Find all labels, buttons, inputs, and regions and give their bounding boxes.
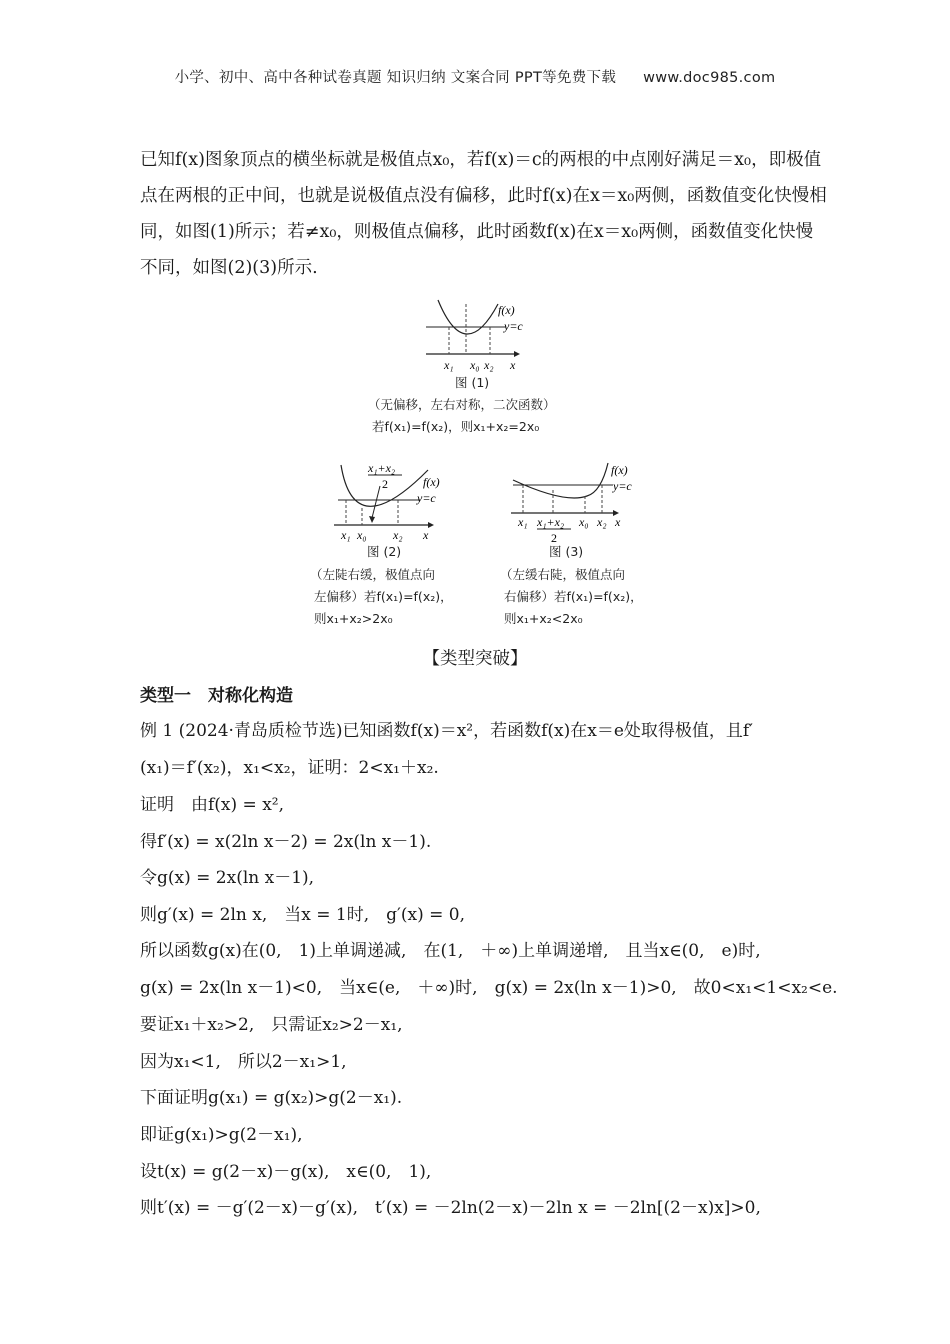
figure-2-note1: （左陡右缓，极值点向 — [310, 567, 436, 582]
label-x1: x₁ — [444, 358, 454, 372]
figure-3-note3: 则x₁+x₂<2x₀ — [504, 611, 583, 626]
figure-1-title: 图 (1) — [455, 375, 490, 390]
figure-2-note2: 左偏移）若f(x₁)=f(x₂)， — [314, 589, 453, 604]
figure-1-note2: 若f(x₁)=f(x₂)，则x₁+x₂=2x₀ — [372, 419, 540, 434]
proof-line-9: 下面证明g(x₁) = g(x₂)>g(2－x₁). — [140, 1088, 403, 1108]
example-line-2: (x₁)＝f′(x₂)，x₁<x₂，证明：2<x₁＋x₂. — [140, 758, 439, 778]
label-x0: x₀ — [470, 358, 480, 372]
proof-line-5: 所以函数g(x)在(0, 1)上单调递减, 在(1, ＋∞)上单调递增, 且当x∈(0, e)时, — [140, 941, 761, 961]
proof-line-4: 则g′(x) = 2ln x, 当x = 1时, g′(x) = 0, — [140, 905, 465, 925]
figure-3-title: 图 (3) — [549, 544, 584, 559]
label-x2: x₂ — [393, 528, 403, 542]
pointer-arrow-head — [369, 516, 375, 523]
label-mid-top: x₁+x₂ — [537, 515, 565, 529]
figure-2 — [328, 460, 453, 545]
label-x0: x₀ — [579, 515, 589, 529]
type-title: 类型一 对称化构造 — [140, 686, 293, 706]
proof-line-2: 得f′(x) = x(2ln x－2) = 2x(ln x－1). — [140, 832, 432, 852]
label-frac-bottom: 2 — [382, 477, 388, 491]
label-x0: x₀ — [357, 528, 367, 542]
label-x2: x₂ — [484, 358, 494, 372]
x-axis-arrow — [428, 522, 434, 528]
label-yc: y=c — [613, 479, 632, 493]
curve-f — [438, 300, 498, 334]
label-x2: x₂ — [597, 515, 607, 529]
pointer-arrow — [372, 486, 380, 518]
page-header — [0, 66, 950, 87]
section-title: 【类型突破】 — [422, 649, 528, 669]
label-yc: y=c — [504, 319, 523, 333]
label-x: x — [510, 358, 516, 372]
label-fx: f(x) — [498, 303, 515, 317]
label-frac-top: x₁+x₂ — [368, 461, 396, 475]
label-x1: x₁ — [518, 515, 528, 529]
label-fx: f(x) — [423, 475, 440, 489]
intro-paragraph: 已知f(x)图象顶点的横坐标就是极值点x₀，若f(x)＝c的两根的中点刚好满足＝x₀，即极值点在两根的正中间，也就是说极值点没有偏移，此时f(x)在x＝x₀两侧，函数值变化快慢相同，如图(1)所示；若≠x₀，则极值点偏移，此时函数f(x)在x＝x₀两侧，函数值变化快慢不同，如图(2)(3)所示. — [140, 150, 827, 278]
figure-3-note2: 右偏移）若f(x₁)=f(x₂)， — [504, 589, 643, 604]
proof-line-11: 设t(x) = g(2－x)－g(x), x∈(0, 1), — [140, 1162, 432, 1182]
proof-line-10: 即证g(x₁)>g(2－x₁), — [140, 1125, 303, 1145]
figure-3-graph — [505, 460, 645, 545]
label-fx: f(x) — [611, 463, 628, 477]
label-x: x — [423, 528, 429, 542]
proof-line-6: g(x) = 2x(ln x－1)<0, 当x∈(e, ＋∞)时, g(x) = 2x(ln x－1)>0, 故0<x₁<1<x₂<e. — [140, 978, 838, 998]
example-line-1: 例 1 (2024·青岛质检节选)已知函数f(x)＝x²，若函数f(x)在x＝e处取得极值，且f′ — [140, 721, 754, 741]
proof-line-7: 要证x₁＋x₂>2, 只需证x₂>2－x₁, — [140, 1015, 403, 1035]
figure-2-title: 图 (2) — [367, 544, 402, 559]
proof-line-1: 证明 由f(x) = x², — [140, 795, 285, 815]
label-x: x — [615, 515, 621, 529]
label-mid-bottom: 2 — [551, 531, 557, 545]
figure-3-note1: （左缓右陡，极值点向 — [500, 567, 626, 582]
figure-1-note1: （无偏移，左右对称，二次函数） — [368, 397, 556, 412]
figure-3 — [505, 460, 645, 545]
header-text: 小学、初中、高中各种试卷真题 知识归纳 文案合同 PPT等免费下载 — [174, 70, 617, 86]
proof-line-12: 则t′(x) = －g′(2－x)－g′(x), t′(x) = －2ln(2－x)－2ln x = －2ln[(2－x)x]>0, — [140, 1198, 761, 1218]
proof-line-3: 令g(x) = 2x(ln x－1), — [140, 868, 315, 888]
x-axis-arrow — [514, 351, 520, 357]
label-yc: y=c — [417, 491, 436, 505]
curve-f — [513, 463, 608, 498]
proof-line-8: 因为x₁<1, 所以2－x₁>1, — [140, 1052, 347, 1072]
figure-2-graph — [328, 460, 453, 545]
figure-2-note3: 则x₁+x₂>2x₀ — [314, 611, 393, 626]
label-x1: x₁ — [341, 528, 351, 542]
header-site: www.doc985.com — [643, 70, 776, 86]
